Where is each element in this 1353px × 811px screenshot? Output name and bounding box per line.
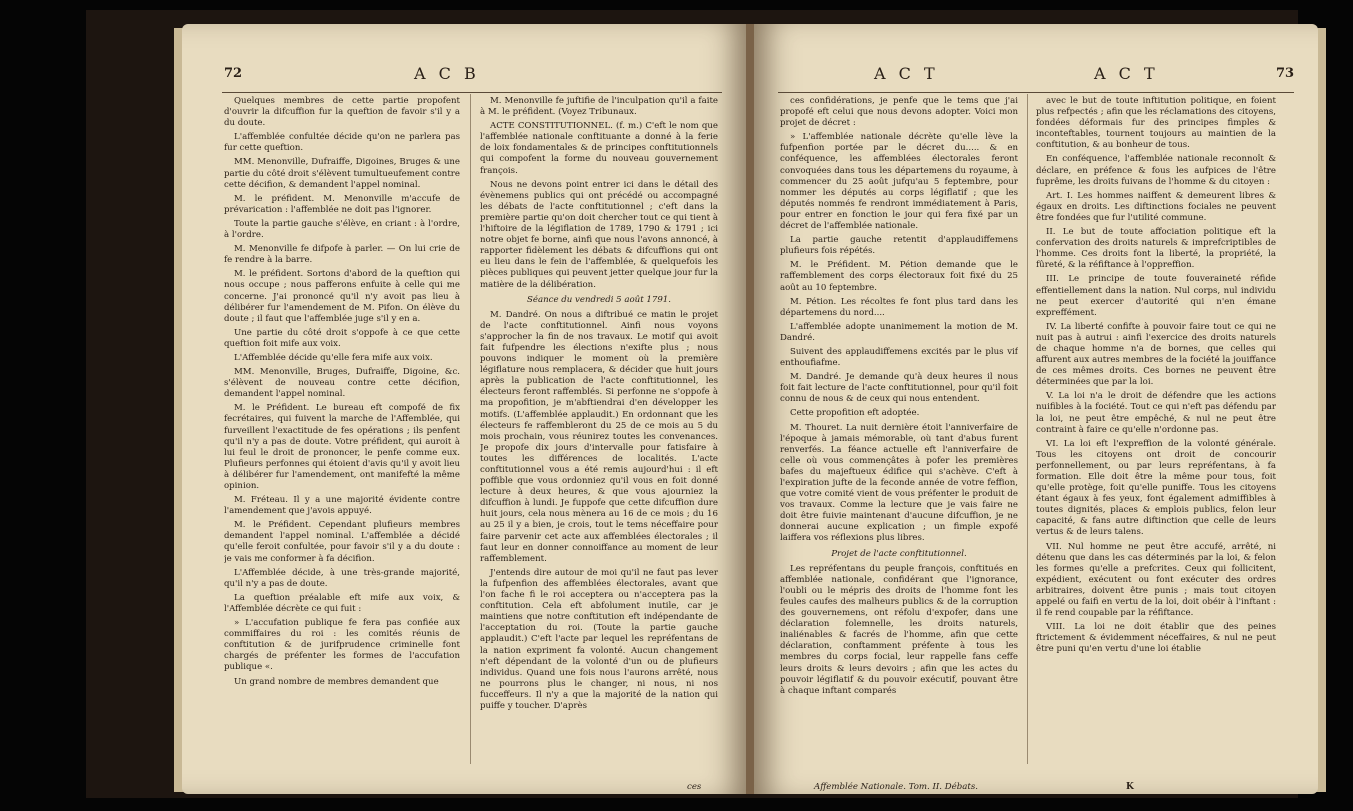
paragraph: M. Fréteau. Il y a une majorité évidente contre l'amendement que j'avois appuyé.	[224, 495, 460, 517]
paragraph: VI. La loi eft l'expreffion de la volonté générale. Tous les citoyens ont droit de concourir perfonnellement, ou par leurs repréfentans, à fa formation. Elle doit être la même pour tous, foit qu'elle protège, foit qu'elle puniffe. Tous les citoyens étant égaux à fes yeux, font également admiffibles à toutes dignités, places & emplois publics, felon leur capacité, & fans autre diftinction que celle de leurs vertus & de leurs talens.	[1036, 438, 1276, 538]
right-head-rule	[778, 92, 1294, 93]
paragraph: Une partie du côté droit s'oppofe à ce que cette queftion foit mife aux voix.	[224, 327, 460, 349]
paragraph: L'affemblée adopte unanimement la motion de M. Dandré.	[780, 321, 1018, 343]
signature-mark: K	[1126, 782, 1134, 792]
paragraph: Nous ne devons point entrer ici dans le détail des évènemens publics qui ont précédé ou accompagné les débats de l'acte conftitutionnel ; c'eft dans la première partie qu'on doit chercher tout ce qui tient à l'hiftoire de la légiflation de 1789, 1790 & 1791 ; ici notre objet fe borne, ainfi que nous l'avons annoncé, à rapporter fidèlement les débats & difcuffions qui ont eu lieu dans le fein de l'affemblée, & quelquefois les pièces publiques qui peuvent jetter quelque jour fur la matière de la délibération.	[480, 179, 718, 290]
paragraph: II. Le but de toute affociation politique eft la confervation des droits naturels & imprefcriptibles de l'homme. Ces droits font la liberté, la propriété, la fûreté, & la réfiftance à l'oppreffion.	[1036, 227, 1276, 271]
paragraph: Toute la partie gauche s'élève, en criant : à l'ordre, à l'ordre.	[224, 218, 460, 241]
paragraph: En conféquence, l'affemblée nationale reconnoît & déclare, en préfence & fous les aufpices de l'être fuprême, les droits fuivans de l'homme & du citoyen :	[1036, 154, 1276, 187]
paragraph: MM. Menonville, Bruges, Dufraiffe, Digoine, &c. s'élèvent de nouveau contre cette décifion, demandent l'appel nominal.	[224, 367, 460, 400]
left-page-column-2	[480, 96, 718, 776]
right-page	[754, 24, 1318, 794]
paragraph: Art. I. Les hommes naiffent & demeurent libres & égaux en droits. Les diftinctions fociales ne peuvent être fondées que fur l'utilité commune.	[1036, 190, 1276, 223]
paragraph: L'Affemblée décide qu'elle fera mife aux voix.	[234, 352, 433, 363]
paragraph: M. Dandré. On nous a diftribué ce matin le projet de l'acte conftitutionnel. Ainfi nous voyons s'approcher la fin de nos travaux. Le motif qui avoit fait fufpendre les élections n'exifte plus ; nous pouvons indiquer le moment où la première légiflature nous remplacera, & décider que huit jours après la publication de l'acte conftitutionnel, les électeurs feront raffemblés. Si perfonne ne s'oppofe à ma propofition, je m'abftiendrai d'en développer les motifs. (L'affemblée applaudit.) En ordonnant que les électeurs fe raffembleront du 25 de ce mois au 5 du mois prochain, vous réunirez toutes les convenances. Je propofe dix jours d'intervalle pour fatisfaire à toutes les différences de localités. L'acte conftitutionnel vous a été remis aujourd'hui : il eft poffible que vous ordonniez qu'il vous en foit donné lecture à deux heures, & que vous ajourniez la difcuffion à lundi. Je fuppofe que cette difcuffion dure huit jours, cela nous mènera au 16 de ce mois ; du 16 au 25 il y a bien, je crois, tout le tems néceffaire pour faire parvenir cet acte aux affemblées électorales ; il faut leur en donner connoiffance au moment de leur raffemblement.	[480, 309, 718, 564]
paragraph: ces confidérations, je penfe que le tems que j'ai propofé eft celui que nous devons adopter. Voici mon projet de décret :	[780, 96, 1018, 129]
paragraph: » L'affemblée nationale décrète qu'elle lève la fufpenfion portée par le décret du..... & en conféquence, les affemblées électorales feront convoquées dans tous les départemens du royaume, à commencer du 25 août jufqu'au 5 feptembre, pour nommer les députés au corps légiflatif ; que les députés nommés fe rendront immédiatement à Paris, pour entrer en fonction le jour qui fera fixé par un décret de l'affemblée nationale.	[780, 132, 1018, 232]
paragraph: M. Menonville fe difpofe à parler. — On lui crie de fe rendre à la barre.	[224, 244, 460, 266]
paragraph: M. Pétion. Les récoltes fe font plus tard dans les départemens du nord....	[780, 296, 1018, 318]
paragraph: » L'accufation publique fe fera pas confiée aux commiffaires du roi : les comités réunis de conftitution & de jurifprudence criminelle font chargés de préfenter les formes de l'accufation publique «.	[224, 618, 460, 673]
paragraph: Quelques membres de cette partie propofent d'ouvrir la difcuffion fur la queftion de favoir s'il y a du doute.	[224, 96, 460, 129]
left-running-head: A C B	[414, 64, 480, 83]
paragraph: V. La loi n'a le droit de défendre que les actions nuifibles à la fociété. Tout ce qui n'eft pas défendu par la loi, ne peut être empêché, & nul ne peut être contraint à faire ce qu'elle n'ordonne pas.	[1036, 391, 1276, 435]
left-column-separator	[470, 94, 471, 764]
paragraph: ACTE CONSTITUTIONNEL. (f. m.) C'eft le nom que l'affemblée nationale conftituante a donné à la ferie de loix fondamentales & de principes conftitutionnels qui compofent la forme du nouveau gouvernement françois.	[480, 121, 718, 176]
paragraph: VII. Nul homme ne peut être accufé, arrêté, ni détenu que dans les cas déterminés par la loi, & felon les formes qu'elle a prefcrites. Ceux qui follicitent, expédient, exécutent ou font exécuter des ordres arbitraires, doivent être punis ; mais tout citoyen appelé ou faifi en vertu de la loi, doit obéir à l'inftant : il fe rend coupable par la réfiftance.	[1036, 541, 1276, 619]
paragraph: M. le préfident. M. Menonville m'accufe de prévarication : l'affemblée ne doit pas l'ignorer.	[224, 193, 460, 215]
paragraph: Cette propofition eft adoptée.	[790, 408, 920, 419]
paragraph: M. le Préfident. M. Pétion demande que le raffemblement des corps électoraux foit fixé du 25 août au 10 feptembre.	[780, 260, 1018, 293]
paragraph: Les repréfentans du peuple françois, conftitués en affemblée nationale, confidérant que l'ignorance, l'oubli ou le mépris des droits de l'homme font les feules caufes des malheurs publics & de la corruption des gouvernemens, ont réfolu d'expofer, dans une déclaration folemnelle, les droits naturels, inaliénables & facrés de l'homme, afin que cette déclaration, conftamment préfente à tous les membres du corps focial, leur rappelle fans ceffe leurs droits & leurs devoirs ; afin que les actes du pouvoir légiflatif & du pouvoir exécutif, pouvant être à chaque inftant comparés	[780, 563, 1018, 696]
paragraph: Suivent des applaudiffemens excités par le plus vif enthoufiafme.	[780, 346, 1018, 369]
paragraph: M. Menonville fe juftifie de l'inculpation qu'il a faite à M. le préfident. (Voyez Tribunaux.	[480, 96, 718, 118]
paragraph: L'affemblée confultée décide qu'on ne parlera pas fur cette queftion.	[224, 132, 460, 154]
paragraph: L'Affemblée décide, à une très-grande majorité, qu'il n'y a pas de doute.	[224, 567, 460, 589]
paragraph: Un grand nombre de membres demandent que	[234, 676, 439, 687]
paragraph: M. le Préfident. Le bureau eft compofé de fix fecrétaires, qui fuivent la marche de l'Affemblée, qui furveillent l'exactitude de fes opérations ; ils penfent qu'il n'y a pas de doute. Votre préfident, qui auroit à lui feul le droit de prononcer, le penfe comme eux. Plufieurs perfonnes qui étoient d'avis qu'il y avoit lieu à délibérer fur l'amendement, ont manifefté la même opinion.	[224, 403, 460, 491]
left-page-column-1	[224, 96, 460, 776]
paragraph: M. Dandré. Je demande qu'à deux heures il nous foit fait lecture de l'acte conftitutionnel, pour qu'il foit connu de nous & de ceux qui nous entendent.	[780, 372, 1018, 405]
paragraph: Projet de l'acte conftitutionnel.	[831, 548, 967, 559]
signature-line: Affemblée Nationale. Tom. II. Débats.	[814, 782, 978, 792]
paragraph: avec le but de toute inftitution politique, en foient plus refpectés ; afin que les réclamations des citoyens, fondées déformais fur des principes fimples & inconteftables, tournent toujours au maintien de la conftitution, & au bonheur de tous.	[1036, 96, 1276, 151]
left-page	[182, 24, 748, 794]
paragraph: III. Le principe de toute fouveraineté réfide effentiellement dans la nation. Nul corps, nul individu ne peut exercer d'autorité qui n'en émane expreffément.	[1036, 274, 1276, 318]
paragraph: La queftion préalable eft mife aux voix, & l'Affemblée décrète ce qui fuit :	[224, 592, 460, 614]
left-head-rule	[222, 92, 722, 93]
right-column-separator	[1027, 94, 1028, 764]
paragraph: Séance du vendredi 5 août 1791.	[527, 294, 671, 305]
right-page-column-1	[780, 96, 1018, 776]
left-catchword: ces	[687, 782, 702, 792]
paragraph: M. le préfident. Sortons d'abord de la queftion qui nous occupe ; nous pafferons enfuite à celle qui me concerne. J'ai prononcé qu'il n'y avoit pas lieu à délibérer fur l'amendement de M. Pifon. On élève du doute ; il faut que l'affemblée juge s'il y en a.	[224, 269, 460, 324]
right-page-number: 73	[1276, 66, 1295, 81]
book-spread	[86, 10, 1298, 798]
paragraph: M. le Préfident. Cependant plufieurs membres demandent l'appel nominal. L'affemblée a décidé qu'elle feroit confultée, pour favoir s'il y a du doute : je vais me conformer à fa décifion.	[224, 520, 460, 564]
left-page-number: 72	[224, 66, 243, 81]
paragraph: M. Thouret. La nuit dernière étoit l'anniverfaire de l'époque à jamais mémorable, où tant d'abus furent renverfés. La féance actuelle eft l'anniverfaire de celle où vous commençâtes à pofer les premières bafes du majeftueux édifice qui s'achève. C'eft à l'expiration jufte de la feconde année de votre feffion, que votre comité vient de vous préfenter le produit de vos travaux. Comme la lecture que je vais faire ne doit être fuivie maintenant d'aucune difcuffion, je ne donnerai aucune explication ; un fimple expofé laiffera vos réflexions plus libres.	[780, 422, 1018, 544]
right-page-column-2	[1036, 96, 1276, 776]
paragraph: J'entends dire autour de moi qu'il ne faut pas lever la fufpenfion des affemblées électorales, avant que l'on fache fi le roi acceptera ou n'acceptera pas la conftitution. Cela eft abfolument inutile, car je maintiens que notre conftitution eft indépendante de l'acceptation du roi. (Toute la partie gauche applaudit.) C'eft l'acte par lequel les repréfentans de la nation expriment fa volonté. Aucun changement n'eft dépendant de la volonté d'un ou de plufieurs individus. Quand une fois nous l'aurons arrêté, nous ne pourrons plus le changer, ni nous, ni nos fucceffeurs. Il n'y a que la majorité de la nation qui puiffe y toucher. D'après	[480, 567, 718, 711]
right-running-head-left: A C T	[874, 64, 939, 83]
paragraph: MM. Menonville, Dufraiffe, Digoines, Bruges & une partie du côté droit s'élèvent tumultueufement contre cette décifion, & demandent l'appel nominal.	[224, 157, 460, 190]
paragraph: IV. La liberté confifte à pouvoir faire tout ce qui ne nuit pas à autrui : ainfi l'exercice des droits naturels de chaque homme n'a de bornes, que celles qui affurent aux autres membres de la fociété la jouiffance de ces mêmes droits. Ces bornes ne peuvent être déterminées que par la loi.	[1036, 321, 1276, 388]
right-running-head: A C T	[1094, 64, 1159, 83]
paragraph: VIII. La loi ne doit établir que des peines ftrictement & évidemment néceffaires, & nul ne peut être puni qu'en vertu d'une loi établie	[1036, 622, 1276, 655]
paragraph: La partie gauche retentit d'applaudiffemens plufieurs fois répétés.	[780, 235, 1018, 257]
